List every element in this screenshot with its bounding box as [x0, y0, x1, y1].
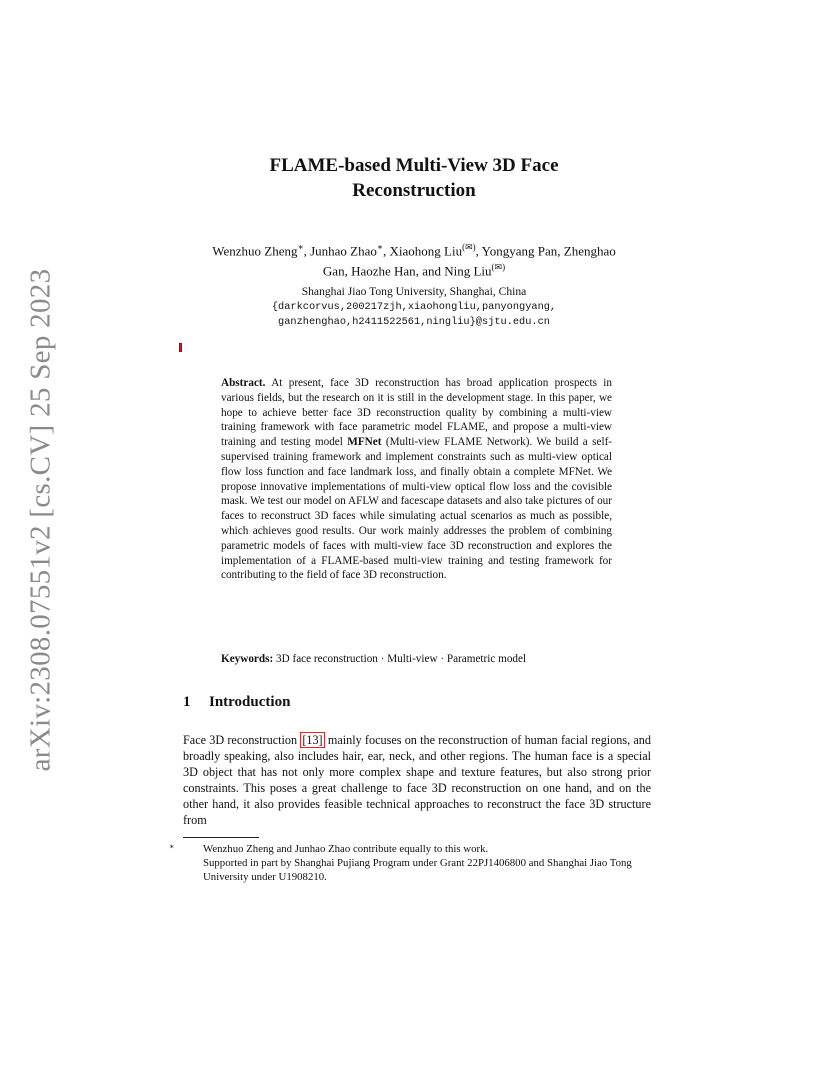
- footnote-2: Supported in part by Shanghai Pujiang Program under Grant 22PJ1406800 and Shanghai Jiao Tong University under U1908210.: [203, 857, 632, 883]
- footnote-1-text: Wenzhuo Zheng and Junhao Zhao contribute equally to this work.: [203, 843, 489, 855]
- arxiv-side-stamp: [23, 268, 59, 772]
- email-line-1: {darkcorvus,200217zjh,xiaohongliu,panyongyang,: [271, 300, 557, 313]
- email-line-2: ganzhenghao,h2411522561,ningliu}@sjtu.edu.cn: [278, 316, 550, 328]
- title-line-1: FLAME-based Multi-View 3D Face: [269, 155, 559, 176]
- footnote-marker: ∗: [169, 842, 175, 851]
- arxiv-id-text: arXiv:2308.07551v2 [cs.CV] 25 Sep 2023: [24, 268, 57, 772]
- equal-contrib-mark: ∗: [297, 242, 304, 252]
- author-4: Yongyang Pan: [481, 243, 558, 259]
- affiliation-block: [200, 284, 628, 331]
- author-2: Junhao Zhao: [310, 243, 377, 259]
- abstract: [221, 376, 612, 583]
- title-line-2: Reconstruction: [352, 180, 476, 201]
- equal-contrib-mark: ∗: [376, 242, 384, 252]
- author-7: Ning Liu: [444, 263, 492, 279]
- section-title: Introduction: [209, 694, 291, 710]
- section-heading: [183, 694, 290, 711]
- author-5a: Zhenghao: [563, 243, 616, 259]
- author-list: Wenzhuo Zheng∗, Junhao Zhao∗, Xiaohong Liu(✉), Yongyang Pan, Zhenghao Gan, Haozhe Han, and Ning Liu(✉): [212, 242, 616, 279]
- author-and: and: [422, 263, 441, 279]
- footnote-rule: [183, 837, 259, 838]
- link-marker-icon[interactable]: [179, 343, 182, 352]
- affiliation-line: Shanghai Jiao Tong University, Shanghai, China: [301, 285, 527, 298]
- footnote-block: [169, 842, 651, 884]
- citation-link[interactable]: [13]: [302, 733, 323, 747]
- author-3: Xiaohong Liu: [389, 243, 463, 259]
- author-5b: Gan: [322, 263, 345, 279]
- keywords-text: 3D face reconstruction · Multi-view · Parametric model: [276, 653, 527, 665]
- corresponding-mail-icon: (✉): [491, 262, 506, 273]
- paper-title: [160, 153, 668, 203]
- author-6: Haozhe Han: [351, 263, 416, 279]
- footnote-1: [169, 842, 651, 856]
- corresponding-mail-icon: (✉): [462, 242, 476, 252]
- intro-paragraph: [183, 732, 651, 828]
- abstract-text-1: At present, face 3D reconstruction has broad application prospects in various fields, but the research on it is still in the development stage. In this paper, we hope to achieve better face 3D reconstruction quality by combining a multi-view training framework with face parametric model FLAME, and propose a multi-view training and testing model: [221, 377, 612, 449]
- section-number: 1: [183, 694, 191, 710]
- intro-text-1: Face 3D reconstruction: [183, 733, 298, 747]
- abstract-text-2: (Multi-view FLAME Network). We build a self-supervised training framework and implement constraints such as multi-view optical flow loss function and face landmark loss, and finally obtain a complete MFNet. We propose innovative implementations of multi-view optical flow loss and the covisible mask. We test our model on AFLW and facescape datasets and also take pictures of our faces to reconstruct 3D faces while simulating actual scenarios as much as possible, which achieves good results. Our work mainly addresses the problem of combining parametric models of faces with multi-view face 3D reconstruction and explores the implementation of a FLAME-based multi-view training and testing framework for contributing to the field of face 3D reconstruction.: [221, 436, 613, 582]
- keywords-label: Keywords:: [221, 653, 274, 665]
- abstract-mfnet: MFNet: [347, 436, 382, 449]
- keywords: [221, 652, 641, 667]
- intro-text-2: mainly focuses on the reconstruction of human facial regions, and broadly speaking, also includes hair, ear, neck, and other regions. The human face is a special 3D object that has not only more complex shape and texture features, but also strong prior constraints. This poses a great challenge to face 3D reconstruction on one hand, and on the other hand, it also provides feasible technical approaches to reconstruct the face 3D structure from: [183, 733, 651, 827]
- abstract-label: Abstract.: [221, 377, 266, 389]
- author-1: Wenzhuo Zheng: [212, 243, 298, 259]
